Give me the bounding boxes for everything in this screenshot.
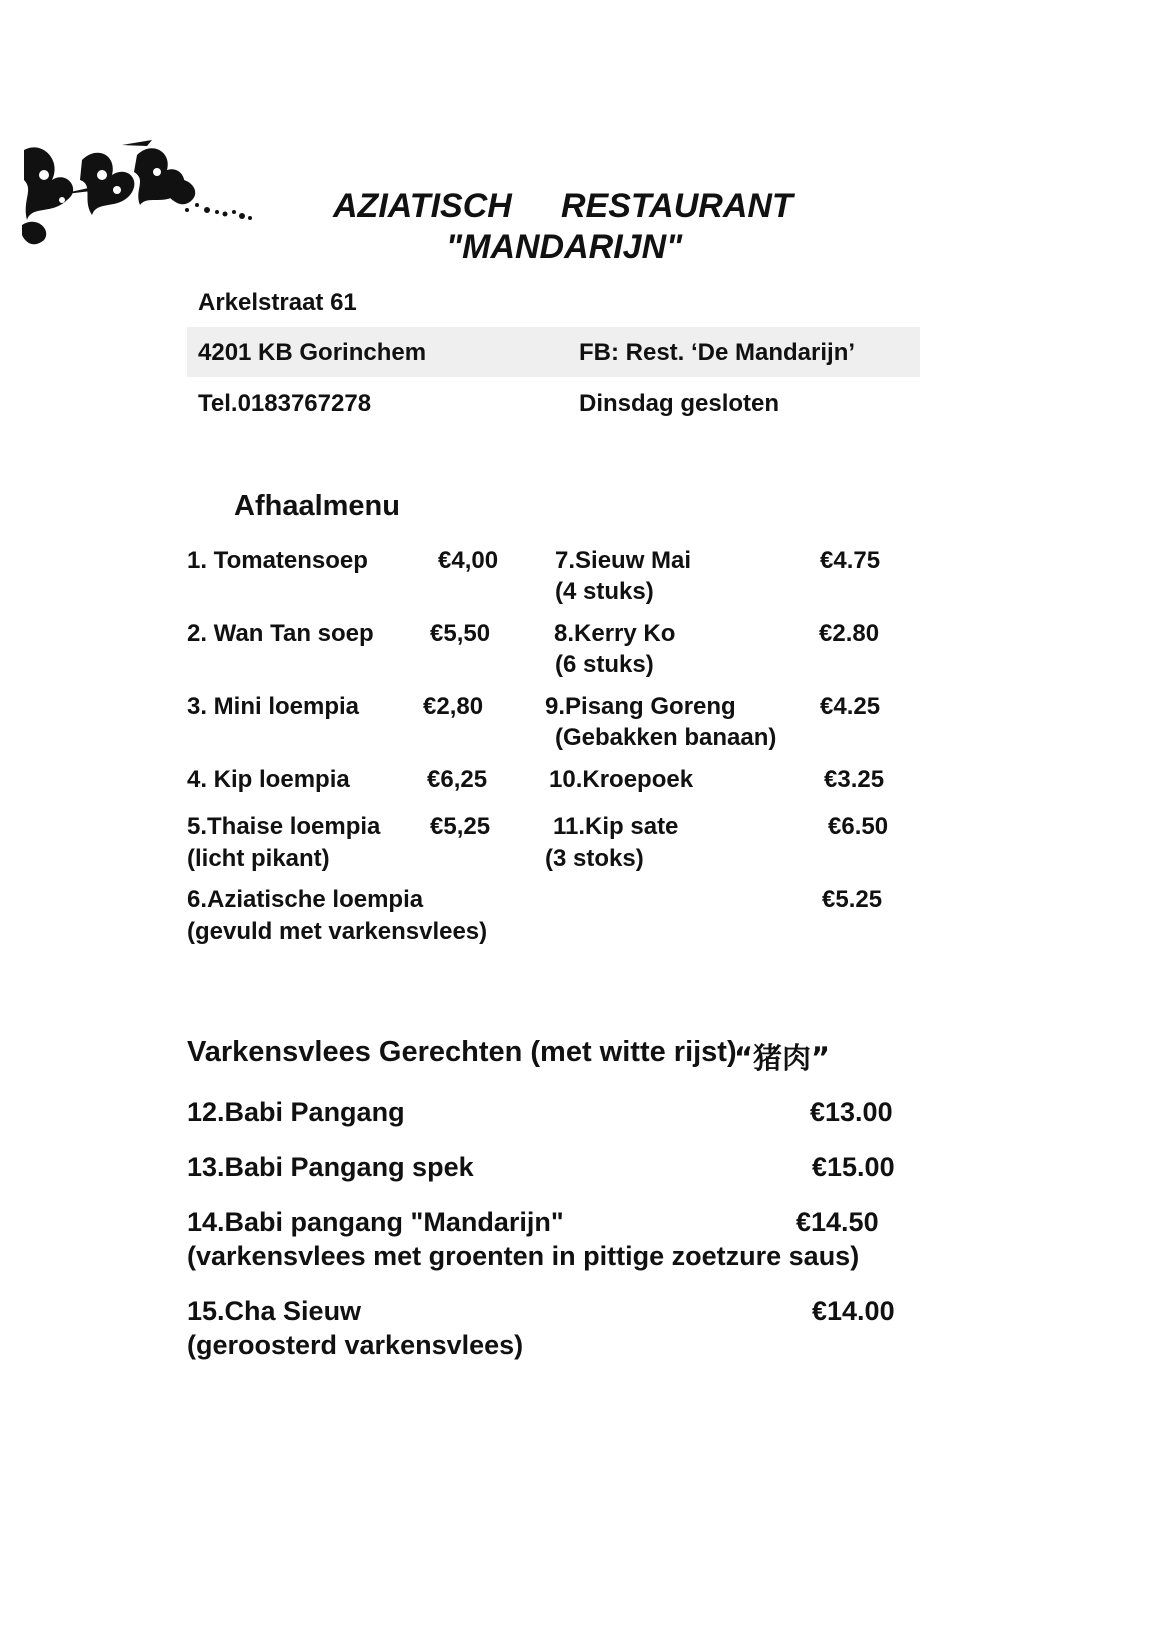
menu-item-name: 8.Kerry Ko [554, 620, 676, 647]
phone-number: Tel.0183767278 [198, 390, 372, 417]
menu-item-name: 2. Wan Tan soep [187, 620, 374, 647]
menu-item-name: 10.Kroepoek [549, 766, 694, 793]
takeaway-heading: Afhaalmenu [234, 490, 400, 522]
pork-heading-chinese: “猪肉” [734, 1041, 831, 1075]
closed-day: Dinsdag gesloten [579, 390, 780, 417]
menu-item-price: €2,80 [423, 693, 484, 720]
menu-item-name: 14.Babi pangang "Mandarijn" [187, 1207, 564, 1237]
facebook-page: FB: Rest. ‘De Mandarijn’ [579, 339, 856, 366]
menu-item-note: (licht pikant) [187, 845, 330, 872]
menu-item-note: (gevuld met varkensvlees) [187, 918, 488, 945]
menu-item-name: 13.Babi Pangang spek [187, 1152, 474, 1182]
menu-item-price: €6,25 [427, 766, 488, 793]
menu-item-note: (3 stoks) [545, 845, 644, 872]
pork-heading: Varkensvlees Gerechten (met witte rijst) [187, 1036, 737, 1068]
menu-item-name: 4. Kip loempia [187, 766, 350, 793]
menu-item-name: 5.Thaise loempia [187, 813, 381, 840]
menu-item-price: €13.00 [810, 1097, 893, 1127]
menu-item-note: (geroosterd varkensvlees) [187, 1330, 524, 1360]
menu-item-price: €15.00 [812, 1152, 895, 1182]
menu-item-price: €14.50 [796, 1207, 879, 1237]
menu-item-price: €5.25 [822, 886, 883, 913]
menu-item-price: €4.75 [820, 547, 881, 574]
menu-item-name: 15.Cha Sieuw [187, 1296, 362, 1326]
ink-flower-logo [22, 140, 262, 250]
menu-item-name: 12.Babi Pangang [187, 1097, 405, 1127]
menu-item-name: 6.Aziatische loempia [187, 886, 424, 913]
title-mandarijn: "MANDARIJN" [446, 228, 683, 266]
menu-item-note: (4 stuks) [555, 578, 654, 605]
title-aziatisch: AZIATISCH [333, 187, 512, 225]
address-street: Arkelstraat 61 [198, 289, 357, 316]
menu-item-note: (6 stuks) [555, 651, 654, 678]
menu-item-name: 3. Mini loempia [187, 693, 360, 720]
menu-item-price: €2.80 [819, 620, 880, 647]
menu-item-price: €4,00 [438, 547, 499, 574]
menu-item-name: 1. Tomatensoep [187, 547, 368, 574]
menu-item-price: €14.00 [812, 1296, 895, 1326]
menu-item-name: 11.Kip sate [553, 813, 679, 840]
menu-item-price: €3.25 [824, 766, 885, 793]
menu-item-name: 7.Sieuw Mai [555, 547, 692, 574]
menu-item-note: (varkensvlees met groenten in pittige zoetzure saus) [187, 1241, 860, 1271]
menu-item-note: (Gebakken banaan) [555, 724, 777, 751]
menu-item-price: €6.50 [828, 813, 889, 840]
menu-item-name: 9.Pisang Goreng [545, 693, 736, 720]
menu-item-price: €5,25 [430, 813, 491, 840]
address-city: 4201 KB Gorinchem [198, 339, 427, 366]
menu-item-price: €5,50 [430, 620, 491, 647]
menu-item-price: €4.25 [820, 693, 881, 720]
title-restaurant: RESTAURANT [561, 187, 793, 225]
